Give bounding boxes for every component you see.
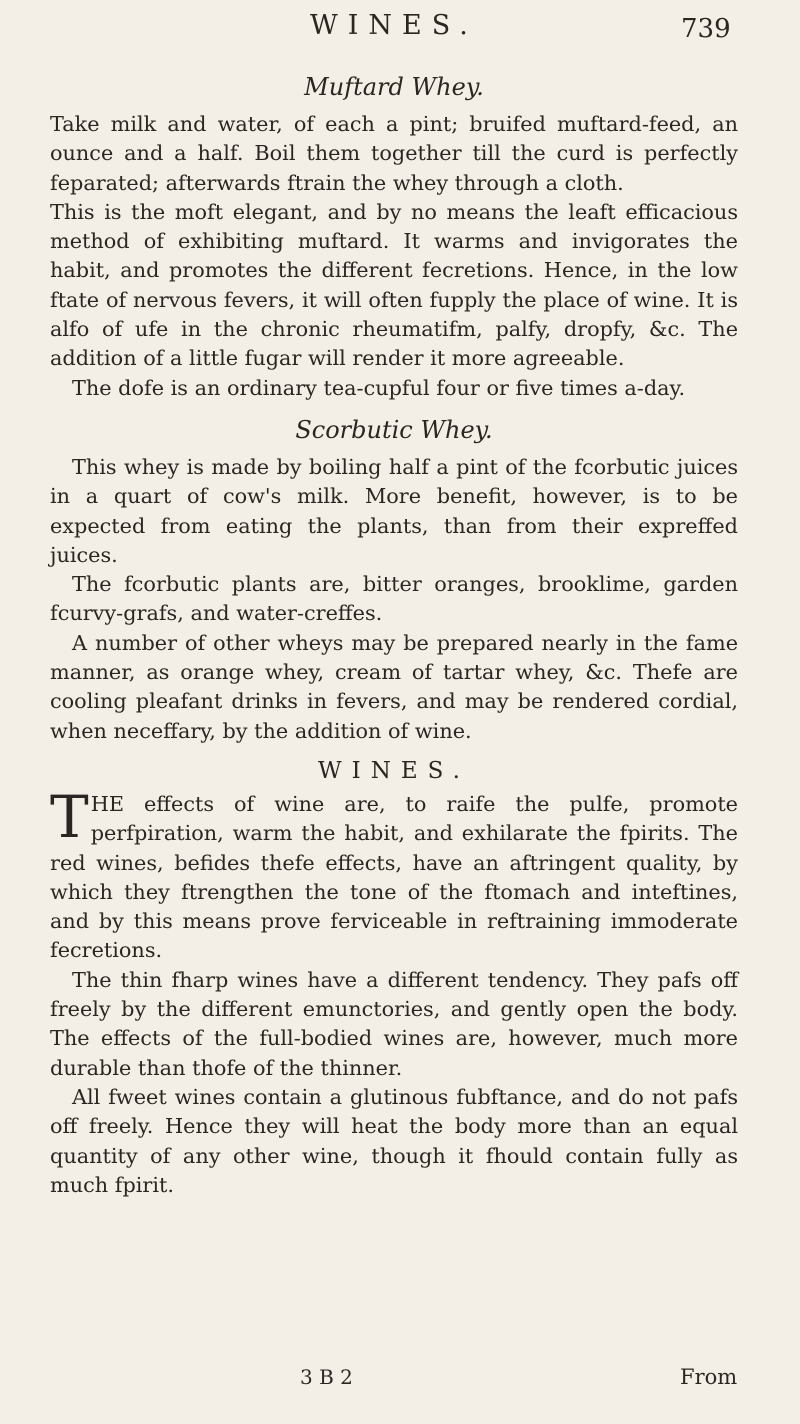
paragraph: The dofe is an ordinary tea-cupful four or five times a-day. bbox=[72, 375, 686, 400]
signature-mark: 3 B 2 bbox=[300, 1365, 353, 1389]
paragraph-text: HE effects of wine are, to raife the pulfe, promote perfpiration, warm the habit, and exhilarate the fpirits. The red wines, befides thefe effects, have an aftringent quality, by which they ftrengthen the tone of the ftomach and inteftines, and by this means prove ferviceable in reftraining immoderate fecretions. bbox=[50, 791, 738, 963]
paragraph-with-dropcap bbox=[50, 782, 738, 966]
section-title-scorbutic-whey: Scorbutic Whey. bbox=[295, 415, 493, 444]
paragraph: All fweet wines contain a glutinous fubftance, and do not pafs off freely. Hence they will heat the body more than an equal quantity of any other wine, though it fhould contain fully as much fpirit. bbox=[50, 1084, 738, 1197]
paragraph: This is the moft elegant, and by no means the leaft efficacious method of exhibiting muftard. It warms and invigorates the habit, and promotes the different fecretions. Hence, in the low ftate of nervous fevers, it will often fupply the place of wine. It is alfo of ufe in the chronic rheumatifm, palfy, dropfy, &c. The addition of a little fugar will render it more agreeable. bbox=[50, 199, 738, 371]
drop-cap: T bbox=[50, 782, 89, 851]
running-head bbox=[0, 4, 800, 52]
paragraph: This whey is made by boiling half a pint of the fcorbutic juices in a quart of cow's milk. More benefit, however, is to be expected from eating the plants, than from their expreffed juices. bbox=[50, 454, 738, 567]
running-head-title: WINES. bbox=[310, 10, 478, 41]
paragraph: Take milk and water, of each a pint; bruifed muftard-feed, an ounce and a half. Boil them together till the curd is perfectly feparated; afterwards ftrain the whey through a cloth. bbox=[50, 112, 738, 195]
paragraph: The thin fharp wines have a different tendency. They pafs off freely by the different emunctories, and gently open the body. The effects of the full-bodied wines are, however, much more durable than thofe of the thinner. bbox=[50, 967, 738, 1080]
paragraph: The fcorbutic plants are, bitter oranges, brooklime, garden fcurvy-grafs, and water-creffes. bbox=[50, 572, 738, 626]
page-footer bbox=[0, 1365, 800, 1405]
section-title-mustard-whey: Muftard Whey. bbox=[304, 73, 484, 101]
body-text bbox=[50, 60, 738, 1200]
section-title-wines: WINES. bbox=[318, 757, 470, 784]
paragraph: A number of other wheys may be prepared nearly in the fame manner, as orange whey, cream of tartar whey, &c. Thefe are cooling pleafant drinks in fevers, and may be rendered cordial, when neceffary, by the addition of wine. bbox=[50, 630, 738, 743]
catchword: From bbox=[680, 1365, 738, 1389]
page-number: 739 bbox=[681, 14, 731, 44]
